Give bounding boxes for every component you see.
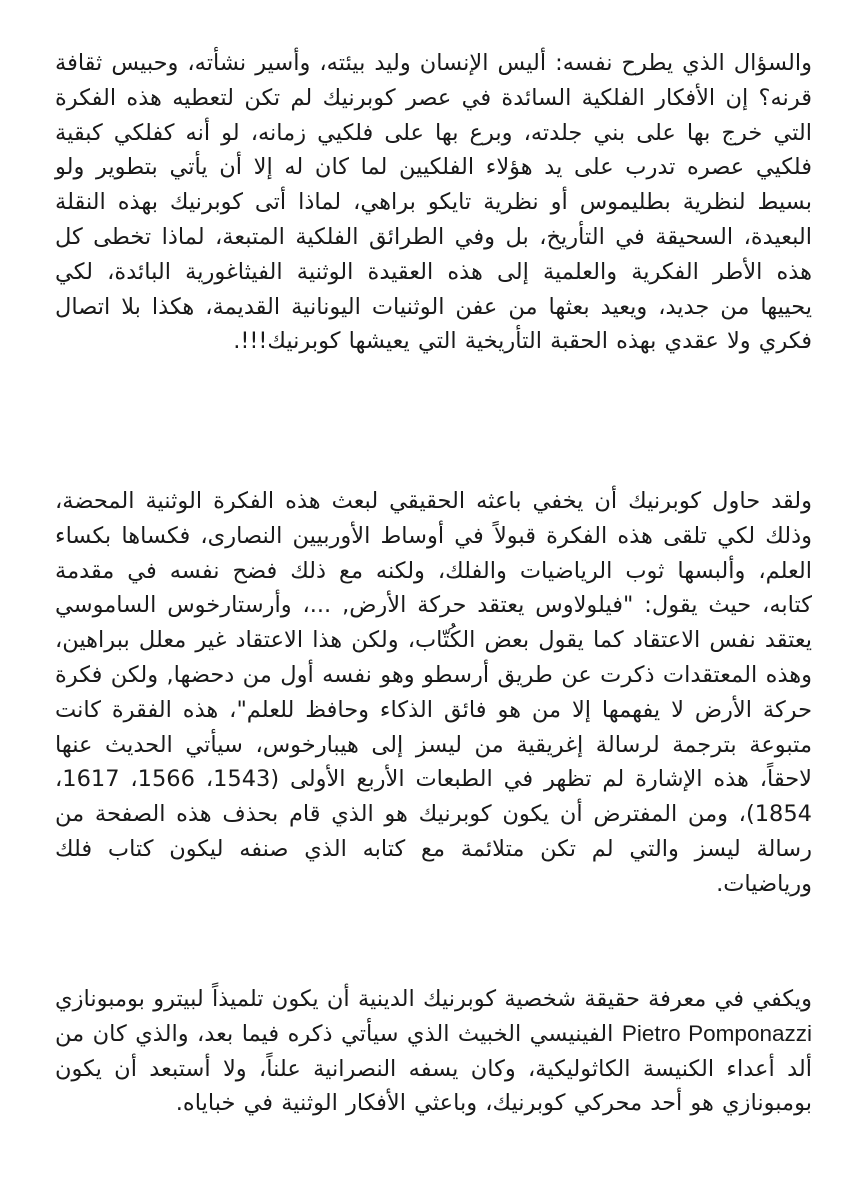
latin-name-pomponazzi: Pietro Pomponazzi [621, 1020, 812, 1046]
paragraph-copernicus-question: والسؤال الذي يطرح نفسه: أليس الإنسان وليد بيئته، وأسير نشأته، وحبيس ثقافة قرنه؟ إن الأفكار الفلكية السائدة في عصر كوبرنيك لم تكن لتعطيه هذه الفكرة التي خرج بها على بني جلدته، وبرع بها على فلكيي زمانه، لو أنه كفلكي كبقية فلكيي عصره تدرب على يد هؤلاء الفلكيين لما كان له إلا أن يأتي بتطوير ولو بسيط لنظرية بطليموس أو نظرية تايكو براهي، لماذا أتى كوبرنيك بهذه النقلة البعيدة، السحيقة في التأريخ، بل وفي الطرائق الفلكية المتبعة، لماذا تخطى كل هذه الأطر الفكرية والعلمية إلى هذه العقيدة الوثنية الفيثاغورية البائدة، لكي يحييها من جديد، ويعيد بعثها من عفن الوثنيات اليونانية القديمة، هكذا بلا اتصال فكري ولا عقدي بهذه الحقبة التأريخية التي يعيشها كوبرنيك!!!. [55, 50, 812, 355]
paragraph-pomponazzi-text-after: الفينيسي الخبيث الذي سيأتي ذكره فيما بعد، والذي كان من ألد أعداء الكنيسة الكاثوليكية، وكان يسفه النصرانية علناً، ولا أستبعد أن يكون بومبونازي هو أحد محركي كوبرنيك، وباعثي الأفكار الوثنية في خباياه. [55, 1020, 812, 1117]
paragraph-pomponazzi [55, 982, 812, 1121]
paragraph-copernicus-hidden-motive: ولقد حاول كوبرنيك أن يخفي باعثه الحقيقي لبعث هذه الفكرة الوثنية المحضة، وذلك لكي تلقى هذه الفكرة قبولاً في أوساط الأوربيين النصارى، فكساها بكساء العلم، وألبسها ثوب الرياضيات والفلك، ولكنه مع ذلك فضح نفسه في مقدمة كتابه، حيث يقول: "فيلولاوس يعتقد حركة الأرض, ...، وأرستارخوس الساموسي يعتقد نفس الاعتقاد كما يقول بعض الكُتّاب، ولكن هذا الاعتقاد غير معلل ببراهين، وهذه المعتقدات ذكرت عن طريق أرسطو وهو نفسه أول من دحضها, ولكن فكرة حركة الأرض لا يفهمها إلا من هو فائق الذكاء وحافظ للعلم"، هذه الفقرة كانت متبوعة بترجمة لرسالة إغريقية من ليسز إلى هيبارخوس، سيأتي الحديث عنها لاحقاً، هذه الإشارة لم تظهر في الطبعات الأربع الأولى (1543، 1566، 1617، 1854)، ومن المفترض أن يكون كوبرنيك هو الذي قام بحذف هذه الصفحة من رسالة ليسز والتي لم تكن متلائمة مع كتابه الذي صنفه ليكون كتاب فلك ورياضيات. [55, 488, 812, 897]
paragraph-pomponazzi-text-before: ويكفي في معرفة حقيقة شخصية كوبرنيك الدينية أن يكون تلميذاً لبيترو بومبونازي [55, 986, 812, 1012]
